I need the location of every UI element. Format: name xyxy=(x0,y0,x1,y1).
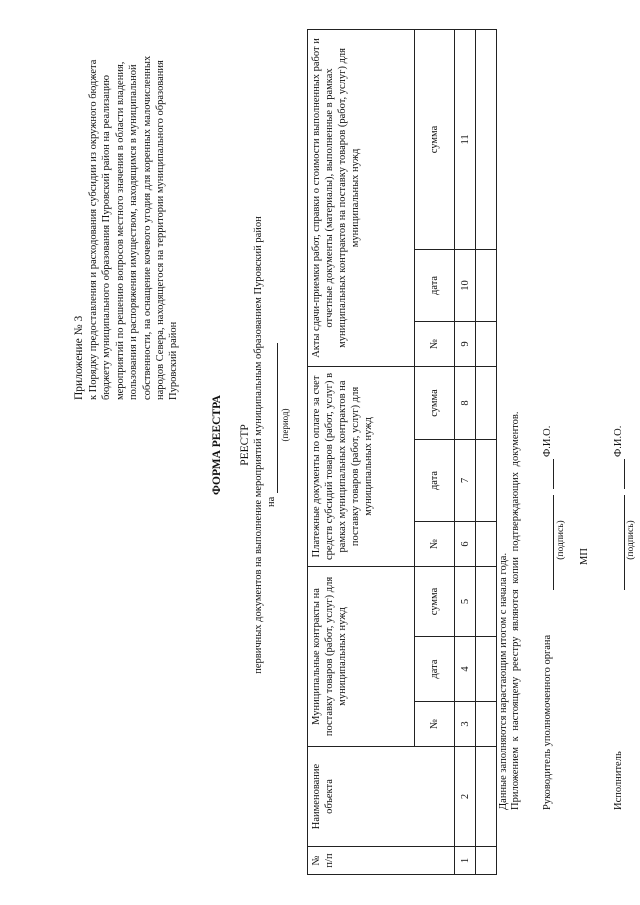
col-number: 3 xyxy=(455,702,476,747)
period-prefix: на xyxy=(266,496,277,507)
sub-sum: сумма xyxy=(415,366,455,439)
empty-cell xyxy=(476,566,497,636)
col-number: 9 xyxy=(455,321,476,366)
appendix-line: народов Севера, находящегося на территории муниципального образования xyxy=(155,60,167,400)
header-payments: Платежные документы по оплате за счет средств субсидий товаров (работ, услуг) в рамках муниципальных контрактов на поставку товаров (работ, услуг) для муниципальных нужд xyxy=(308,366,415,566)
executor-sign-caption: (подпись) xyxy=(626,520,636,560)
header-num: № п/п xyxy=(308,847,455,875)
empty-cell xyxy=(476,366,497,439)
appendix-line: Пуровский район xyxy=(168,321,180,400)
head-sign-line xyxy=(553,495,554,590)
note-cumulative: Данные заполняются нарастающим итогом с начала года. xyxy=(498,552,509,810)
col-number: 11 xyxy=(455,29,476,249)
sub-date: дата xyxy=(415,249,455,321)
col-number: 6 xyxy=(455,521,476,566)
sub-num: № xyxy=(415,321,455,366)
col-number: 10 xyxy=(455,249,476,321)
appendix-text xyxy=(87,30,181,400)
executor-sign-line xyxy=(624,495,625,590)
sub-num: № xyxy=(415,702,455,747)
empty-cell xyxy=(476,249,497,321)
empty-cell xyxy=(476,321,497,366)
appendix-line: бюджету муниципального образования Пуровский район на реализацию xyxy=(101,75,113,400)
column-numbers-row xyxy=(455,29,476,874)
head-label: Руководитель уполномоченного органа xyxy=(542,634,553,810)
sub-num: № xyxy=(415,521,455,566)
appendix-line: пользования и распоряжения имуществом, находящимся в муниципальной xyxy=(128,64,140,400)
empty-cell xyxy=(476,439,497,521)
appendix-line: к Порядку предоставления и расходования субсидии из окружного бюджета xyxy=(88,59,99,400)
col-number: 7 xyxy=(455,439,476,521)
empty-cell xyxy=(476,847,497,875)
sub-date: дата xyxy=(415,637,455,702)
register-table xyxy=(307,29,497,875)
col-number: 4 xyxy=(455,637,476,702)
empty-cell xyxy=(476,637,497,702)
appendix-title: Приложение № 3 xyxy=(73,315,85,400)
header-row xyxy=(308,29,415,874)
sub-sum: сумма xyxy=(415,29,455,249)
note-attachment: Приложением к настоящему реестру являются копии подтверждающих документов. xyxy=(510,411,521,810)
executor-label: Исполнитель xyxy=(613,751,624,810)
empty-data-row xyxy=(476,29,497,874)
head-fio: Ф.И.О. xyxy=(542,425,553,457)
register-title: РЕЕСТР xyxy=(239,424,251,466)
period-line xyxy=(277,343,278,493)
col-number: 2 xyxy=(455,747,476,847)
form-title: ФОРМА РЕЕСТРА xyxy=(211,395,223,496)
head-sign-caption: (подпись) xyxy=(556,520,566,560)
empty-cell xyxy=(476,29,497,249)
appendix-line: мероприятий по решению вопросов местного значения в области владения, xyxy=(114,61,126,400)
empty-cell xyxy=(476,521,497,566)
period-caption: (период) xyxy=(280,408,290,442)
stamp-mark: МП xyxy=(579,548,590,565)
sub-date: дата xyxy=(415,439,455,521)
header-contracts: Муниципальные контракты на поставку товаров (работ, услуг) для муниципальных нужд xyxy=(308,566,415,746)
col-number: 5 xyxy=(455,566,476,636)
appendix-line: собственности, на оснащение кочевого угодия для коренных малочисленных xyxy=(141,55,153,400)
executor-fio: Ф.И.О. xyxy=(613,425,624,457)
header-acts: Акты сдачи-приемки работ, справки о стоимости выполненных работ и отчетные документы (материалы), выполненные в рамках муниципальных контрактов на поставку товаров (работ, услуг) для муниципальных нужд xyxy=(308,29,415,366)
empty-cell xyxy=(476,702,497,747)
col-number: 8 xyxy=(455,366,476,439)
empty-cell xyxy=(476,747,497,847)
col-number: 1 xyxy=(455,847,476,875)
register-subtitle: первичных документов на выполнение мероприятий муниципальным образованием Пуровский район xyxy=(253,216,264,674)
sub-sum: сумма xyxy=(415,566,455,636)
header-object: Наименование объекта xyxy=(308,747,455,847)
